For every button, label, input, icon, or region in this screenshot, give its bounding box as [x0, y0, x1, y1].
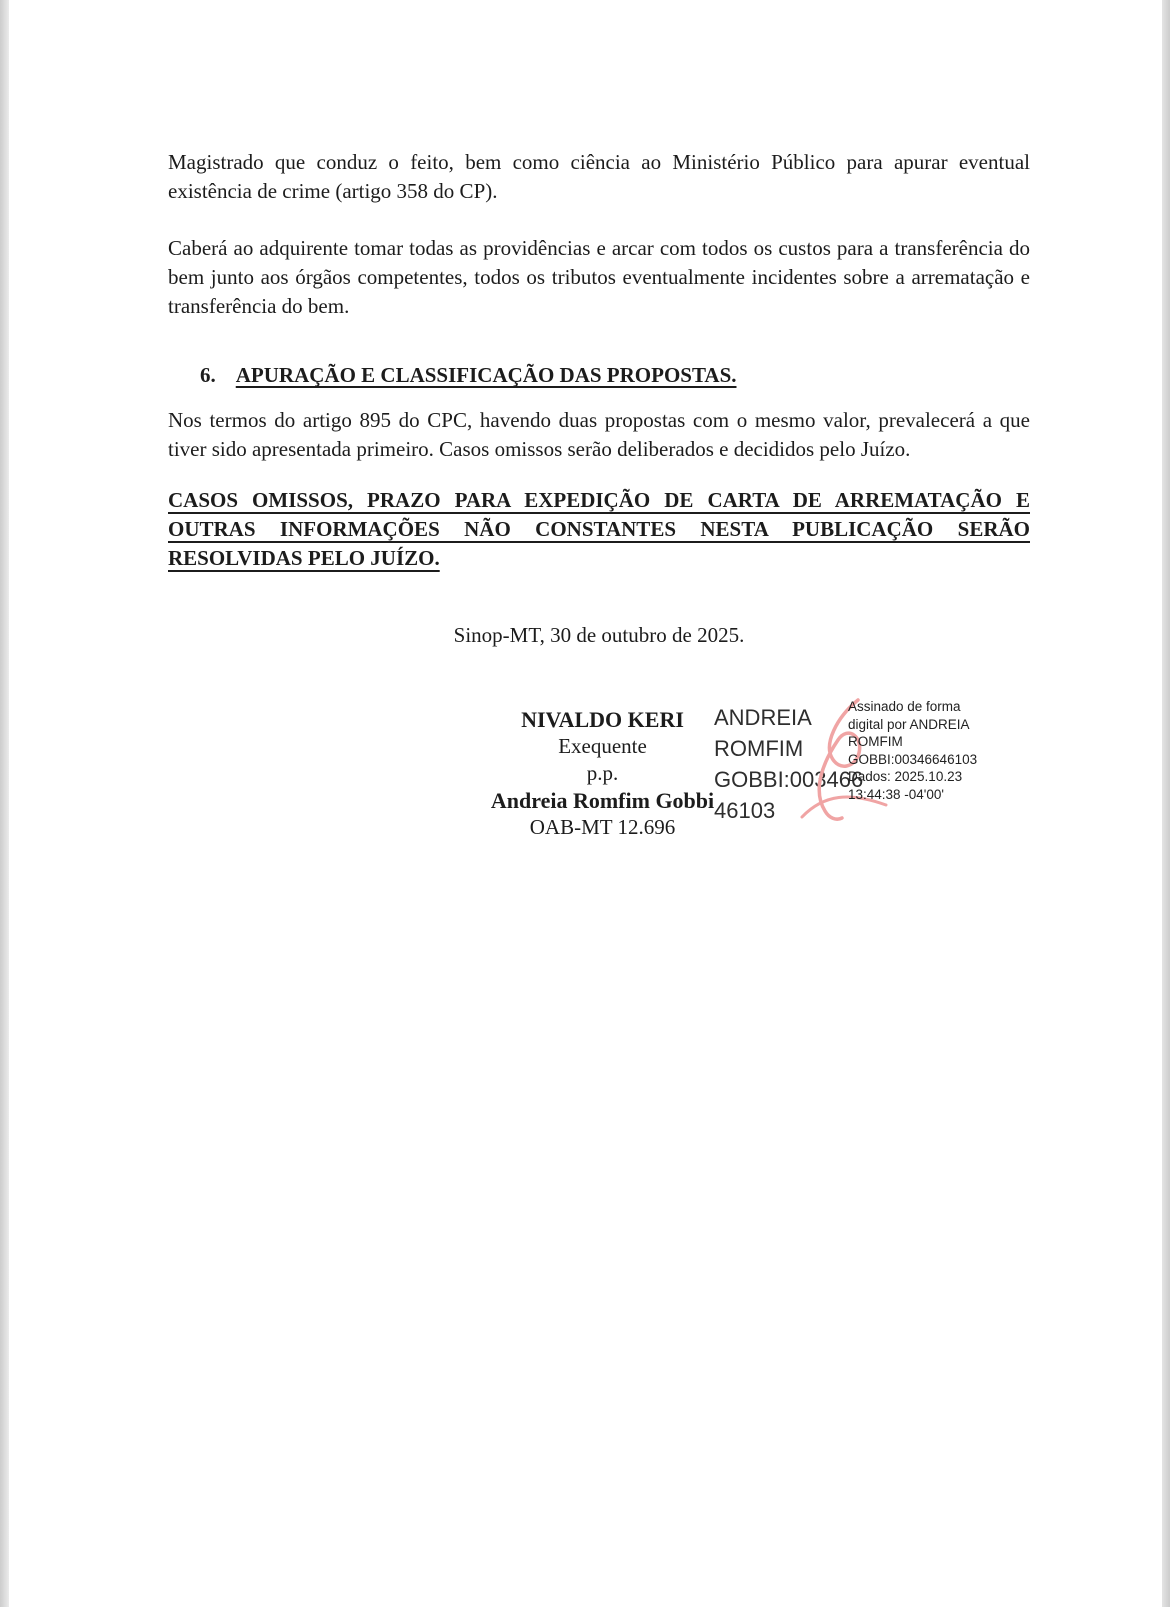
signature-names: [460, 706, 745, 841]
body-paragraph-1: Magistrado que conduz o feito, bem como ciência ao Ministério Público para apurar eventual existência de crime (artigo 358 do CP).: [168, 150, 1030, 203]
body-paragraph-3: Nos termos do artigo 895 do CPC, havendo duas propostas com o mesmo valor, prevalecerá a que tiver sido apresentada primeiro. Casos omissos serão deliberados e decididos pelo Juízo.: [168, 408, 1030, 461]
document-content: [168, 148, 1030, 876]
digital-signature-details-line: Dados: 2025.10.23: [848, 769, 963, 784]
page-edge-right: [1162, 0, 1170, 1607]
pp-label: p.p.: [586, 761, 619, 785]
attorney-name: Andreia Romfim Gobbi: [490, 788, 715, 813]
digital-signature-name-line: GOBBI:003466: [714, 767, 864, 792]
digital-signature-details-line: 13:44:38 -04'00': [848, 786, 944, 802]
party-role: Exequente: [558, 734, 647, 758]
page-edge-left: [0, 0, 9, 1607]
section-heading: [200, 361, 1030, 390]
digital-signature-details-line: ROMFIM: [848, 734, 903, 749]
emphasis-paragraph: CASOS OMISSOS, PRAZO PARA EXPEDIÇÃO DE CARTA DE ARREMATAÇÃO E OUTRAS INFORMAÇÕES NÃO CONSTANTES NESTA PUBLICAÇÃO SERÃO RESOLVIDAS PELO JUÍZO.: [168, 488, 1030, 570]
digital-signature-details-line: Assinado de forma: [848, 699, 961, 714]
digital-signature-details: [848, 698, 1008, 803]
digital-signature-name-line: 46103: [714, 798, 776, 823]
digital-signature-details-line: digital por ANDREIA: [848, 716, 970, 732]
dateline: Sinop-MT, 30 de outubro de 2025.: [453, 623, 745, 647]
attorney-oab: OAB-MT 12.696: [529, 815, 676, 839]
section-number: 6.: [200, 363, 216, 387]
digital-signature-name-line: ROMFIM: [714, 736, 804, 761]
section-title: APURAÇÃO E CLASSIFICAÇÃO DAS PROPOSTAS.: [235, 363, 737, 387]
digital-signature-details-line: GOBBI:00346646103: [848, 751, 978, 767]
digital-signature-name-line: ANDREIA: [714, 705, 812, 730]
party-name: NIVALDO KERI: [521, 707, 684, 732]
signature-block: [168, 699, 1030, 876]
body-paragraph-2: Caberá ao adquirente tomar todas as providências e arcar com todos os custos para a transferência do bem junto aos órgãos competentes, todos os tributos eventualmente incidentes sobre a arrematação e transferência do bem.: [168, 236, 1030, 318]
